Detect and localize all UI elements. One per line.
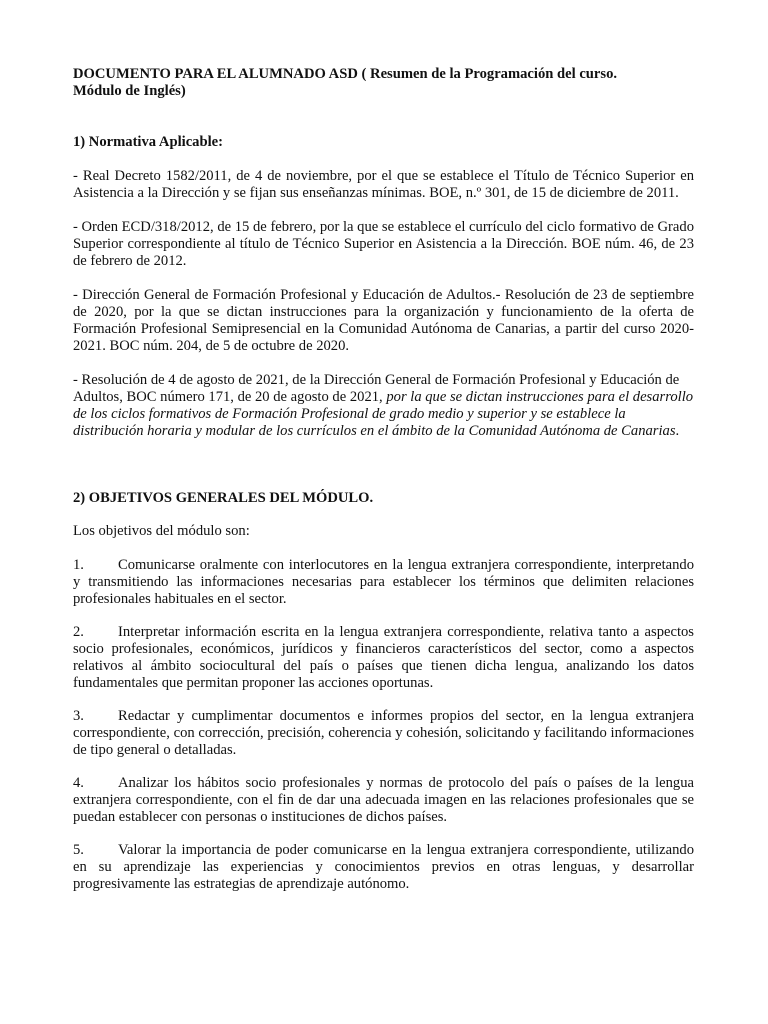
regulation-item-3: - Dirección General de Formación Profesional y Educación de Adultos.- Resolución de 23 de septiembre de 2020, por la que se dictan instrucciones para la organización y funcionamiento de la oferta de Formación Profesional Semipresencial en la Comunidad Autónoma de Canarias, a partir del curso 2020-2021. BOC núm. 204, de 5 de octubre de 2020. xyxy=(73,287,694,354)
objective-text: Interpretar información escrita en la lengua extranjera correspondiente, relativa tanto a aspectos socio profesionales, económicos, jurídicos y financieros característicos del sector, como a aspectos relativos al ámbito sociocultural del país o países que tienen dicha lengua, analizando los datos fundamentales que permitan proponer las acciones oportunas. xyxy=(73,624,694,691)
document-title-line1: DOCUMENTO PARA EL ALUMNADO ASD ( Resumen de la Programación del curso. xyxy=(73,66,618,82)
objective-text: Redactar y cumplimentar documentos e informes propios del sector, en la lengua extranjera correspondiente, con corrección, precisión, coherencia y cohesión, solicitando y facilitando informaciones de tipo general o detalladas. xyxy=(73,708,694,758)
objective-number: 3. xyxy=(73,708,84,724)
regulation-item-4-end: . xyxy=(675,423,680,439)
regulation-item-4-italic: por la que se dictan instrucciones para el desarrollo de los ciclos formativos de Formación Profesional de grado medio y superior y se establece la distribución horaria y modular de los currículos en el ámbito de la Comunidad Autónoma de Canarias xyxy=(73,389,694,439)
objective-text: Comunicarse oralmente con interlocutores en la lengua extranjera correspondiente, interpretando y transmitiendo las informaciones necesarias para establecer los términos que delimiten relaciones profesionales habituales en el sector. xyxy=(73,557,694,607)
regulation-item-1: - Real Decreto 1582/2011, de 4 de noviembre, por el que se establece el Título de Técnico Superior en Asistencia a la Dirección y se fijan sus enseñanzas mínimas. BOE, n.º 301, de 15 de diciembre de 2011. xyxy=(73,168,694,201)
objective-number: 2. xyxy=(73,624,84,640)
objective-item-4 xyxy=(73,775,694,826)
objectives-intro: Los objetivos del módulo son: xyxy=(73,523,250,539)
objective-item-1 xyxy=(73,557,694,608)
section1-heading: 1) Normativa Aplicable: xyxy=(73,134,223,150)
regulation-item-4 xyxy=(73,372,694,440)
regulation-item-2: - Orden ECD/318/2012, de 15 de febrero, por la que se establece el currículo del ciclo formativo de Grado Superior correspondiente al título de Técnico Superior en Asistencia a la Dirección. BOE núm. 46, de 23 de febrero de 2012. xyxy=(73,219,694,269)
objective-text: Analizar los hábitos socio profesionales y normas de protocolo del país o países de la lengua extranjera correspondiente, con el fin de dar una adecuada imagen en las relaciones profesionales que se puedan establecer con personas o instituciones de dichos países. xyxy=(73,775,694,825)
objective-number: 5. xyxy=(73,842,84,858)
document-title-line2: Módulo de Inglés) xyxy=(73,83,186,99)
objective-item-2 xyxy=(73,624,694,692)
document-title xyxy=(73,66,694,100)
objective-item-5 xyxy=(73,842,694,893)
objective-item-3 xyxy=(73,708,694,759)
section2-heading: 2) OBJETIVOS GENERALES DEL MÓDULO. xyxy=(73,490,374,506)
objective-number: 4. xyxy=(73,775,84,791)
objective-number: 1. xyxy=(73,557,84,573)
objective-text: Valorar la importancia de poder comunicarse en la lengua extranjera correspondiente, utilizando en su aprendizaje las experiencias y conocimientos previos en otras lenguas, y desarrollar progresivamente las estrategias de aprendizaje autónomo. xyxy=(73,842,694,892)
regulation-item-4-plain: - Resolución de 4 de agosto de 2021, de la Dirección General de Formación Profesional y Educación de Adultos, BOC número 171, de 20 de agosto de 2021, xyxy=(73,372,680,405)
